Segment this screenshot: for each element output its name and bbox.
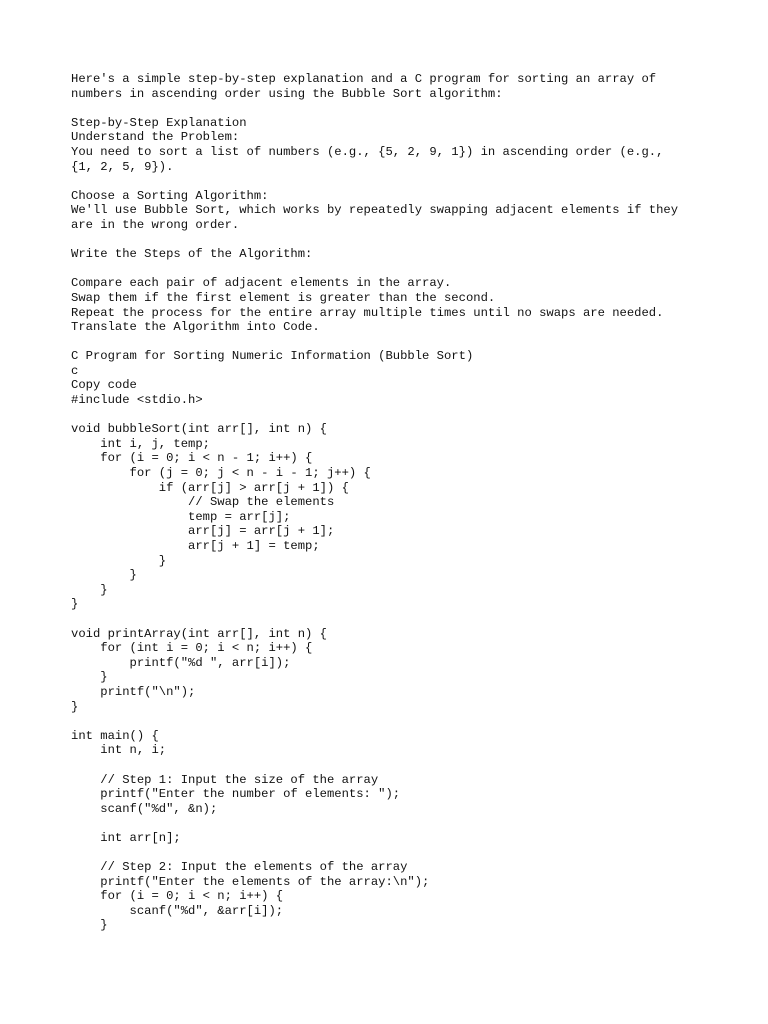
text-line: void bubbleSort(int arr[], int n) { (71, 422, 327, 437)
text-line: // Step 2: Input the elements of the array (71, 860, 408, 875)
text-line (71, 174, 731, 189)
text-line (71, 714, 731, 729)
text-line: int main() { (71, 728, 159, 743)
text-line: c (71, 363, 79, 378)
text-line: } (71, 918, 108, 933)
text-line: are in the wrong order. (71, 217, 240, 232)
text-line: Compare each pair of adjacent elements in the array. (71, 276, 452, 291)
text-line: printf("Enter the elements of the array:\n"); (71, 874, 430, 889)
text-line: {1, 2, 5, 9}). (71, 159, 174, 174)
text-line: Write the Steps of the Algorithm: (71, 247, 313, 262)
text-line: scanf("%d", &arr[i]); (71, 903, 284, 918)
text-line: void printArray(int arr[], int n) { (71, 626, 327, 641)
text-line: arr[j] = arr[j + 1]; (71, 524, 335, 539)
text-line: We'll use Bubble Sort, which works by repeatedly swapping adjacent elements if they (71, 203, 679, 218)
text-line: // Swap the elements (71, 495, 335, 510)
text-line: // Step 1: Input the size of the array (71, 772, 379, 787)
text-line (71, 758, 731, 773)
text-line: Choose a Sorting Algorithm: (71, 188, 269, 203)
text-line: Repeat the process for the entire array multiple times until no swaps are needed. (71, 305, 664, 320)
text-line: if (arr[j] > arr[j + 1]) { (71, 480, 349, 495)
text-line: You need to sort a list of numbers (e.g., {5, 2, 9, 1}) in ascending order (e.g., (71, 144, 664, 159)
text-line: } (71, 582, 108, 597)
text-line: Translate the Algorithm into Code. (71, 320, 320, 335)
text-line (71, 845, 731, 860)
text-line (71, 408, 731, 423)
text-line: #include <stdio.h> (71, 393, 203, 408)
text-line: Understand the Problem: (71, 130, 240, 145)
text-line: int arr[n]; (71, 830, 181, 845)
text-line: } (71, 699, 79, 714)
text-line: temp = arr[j]; (71, 509, 291, 524)
text-line: printf("Enter the number of elements: "); (71, 787, 401, 802)
text-line: } (71, 597, 79, 612)
text-line: C Program for Sorting Numeric Information (Bubble Sort) (71, 349, 474, 364)
text-line: printf("\n"); (71, 684, 196, 699)
document-body (71, 72, 731, 933)
text-line: Copy code (71, 378, 137, 393)
text-line: for (i = 0; i < n; i++) { (71, 889, 284, 904)
text-line (71, 101, 731, 116)
text-line: Swap them if the first element is greater than the second. (71, 290, 496, 305)
text-line (71, 233, 731, 248)
text-line: Step-by-Step Explanation (71, 115, 247, 130)
text-line (71, 262, 731, 277)
text-line: Here's a simple step-by-step explanation and a C program for sorting an array of (71, 72, 657, 86)
text-line: printf("%d ", arr[i]); (71, 655, 291, 670)
text-line (71, 816, 731, 831)
text-line: for (j = 0; j < n - i - 1; j++) { (71, 466, 371, 481)
text-line: scanf("%d", &n); (71, 801, 218, 816)
text-line: } (71, 670, 108, 685)
text-line: } (71, 553, 167, 568)
text-line: for (int i = 0; i < n; i++) { (71, 641, 313, 656)
text-line (71, 335, 731, 350)
text-line: int n, i; (71, 743, 167, 758)
text-line: } (71, 568, 137, 583)
text-line: int i, j, temp; (71, 436, 210, 451)
text-line: numbers in ascending order using the Bubble Sort algorithm: (71, 86, 503, 101)
text-line: for (i = 0; i < n - 1; i++) { (71, 451, 313, 466)
text-line: arr[j + 1] = temp; (71, 539, 320, 553)
text-line (71, 612, 731, 627)
